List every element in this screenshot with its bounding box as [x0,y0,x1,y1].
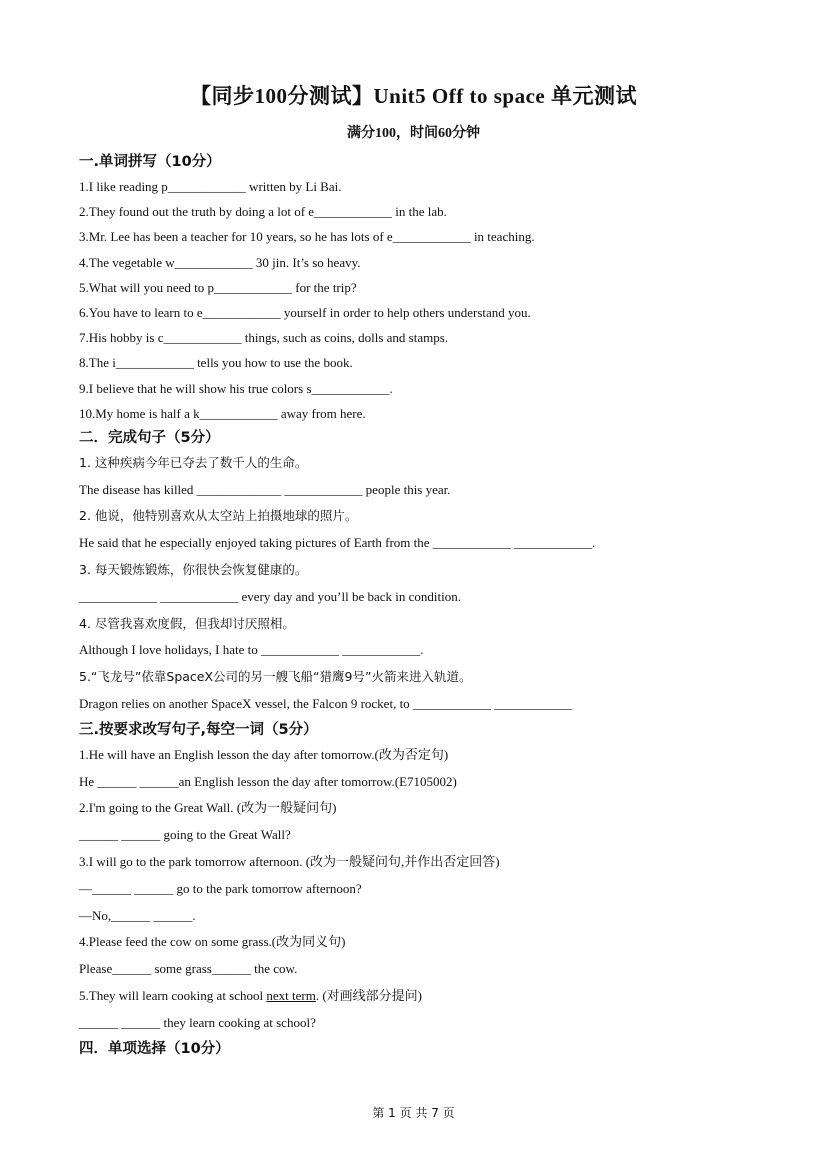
section-heading: 二．完成句子（5分） [79,429,220,446]
question-line: 7.His hobby is c____________ things, such as coins, dolls and stamps. [79,330,449,346]
answer-line: The disease has killed _____________ ____________ people this year. [79,481,451,497]
answer-line: —No,______ ______. [79,907,196,923]
answer-line: He said that he especially enjoyed taking pictures of Earth from the ____________ ____________. [79,535,596,551]
question-text: 5.They will learn cooking at school [79,988,267,1004]
question-line: 1.He will have an English lesson the day after tomorrow.(改为否定句) [79,746,449,762]
section-heading: 一.单词拼写（10分） [79,154,221,170]
answer-line: Although I love holidays, I hate to ____________ ____________. [79,642,424,658]
answer-line: ______ ______ they learn cooking at school? [79,1014,316,1030]
question-line: 5.What will you need to p____________ for the trip? [79,279,357,295]
question-line: 1.I like reading p____________ written by Li Bai. [79,179,342,194]
answer-line: Dragon relies on another SpaceX vessel, the Falcon 9 rocket, to ____________ ____________ [79,696,573,712]
page-subtitle: 满分100，时间60分钟 [347,126,480,141]
question-line: 4.The vegetable w____________ 30 jin. It’s so heavy. [79,254,361,270]
worksheet-content [79,150,779,1061]
question-line [79,983,779,1010]
answer-line: ______ ______ going to the Great Wall? [79,827,291,843]
question-line: 4. 尽管我喜欢度假，但我却讨厌照相。 [79,615,295,631]
question-line: 6.You have to learn to e____________ yourself in order to help others understand you. [79,304,531,320]
answer-line: —______ ______ go to the park tomorrow afternoon? [79,880,362,896]
question-line: 8.The i____________ tells you how to use the book. [79,355,353,371]
question-line: 3.Mr. Lee has been a teacher for 10 years, so he has lots of e____________ in teaching. [79,229,535,245]
question-line: 9.I believe that he will show his true colors s____________. [79,380,393,396]
answer-line: He ______ ______an English lesson the day after tomorrow.(E7105002) [79,773,457,789]
question-line: 1. 这种疾病今年已夺去了数千人的生命。 [79,454,308,470]
question-instruction: . (对画线部分提问) [315,988,423,1004]
question-line: 4.Please feed the cow on some grass.(改为同义句) [79,934,346,950]
question-line: 10.My home is half a k____________ away from here. [79,405,366,421]
question-line: 5.“飞龙号”依靠SpaceX公司的另一艘飞船“猎鹰9号”火箭来进入轨道。 [79,669,472,685]
section-heading: 四．单项选择（10分） [79,1040,230,1057]
page-footer: 第 1 页 共 7 页 [372,1106,455,1120]
section-heading: 三.按要求改写句子,每空一词（5分） [79,721,318,738]
question-line: 2. 他说，他特别喜欢从太空站上拍摄地球的照片。 [79,508,358,524]
question-line: 2.I'm going to the Great Wall. (改为一般疑问句) [79,800,337,816]
question-line: 2.They found out the truth by doing a lot of e____________ in the lab. [79,204,447,220]
answer-line: Please______ some grass______ the cow. [79,961,298,977]
question-line: 3.I will go to the park tomorrow afternoon. (改为一般疑问句,并作出否定回答) [79,854,500,870]
question-line: 3. 每天锻炼锻炼，你很快会恢复健康的。 [79,562,308,578]
page-title: 【同步100分测试】Unit5 Off to space 单元测试 [190,84,637,108]
underlined-phrase: next term [266,988,316,1004]
answer-line: ____________ ____________ every day and you’ll be back in condition. [79,588,461,604]
